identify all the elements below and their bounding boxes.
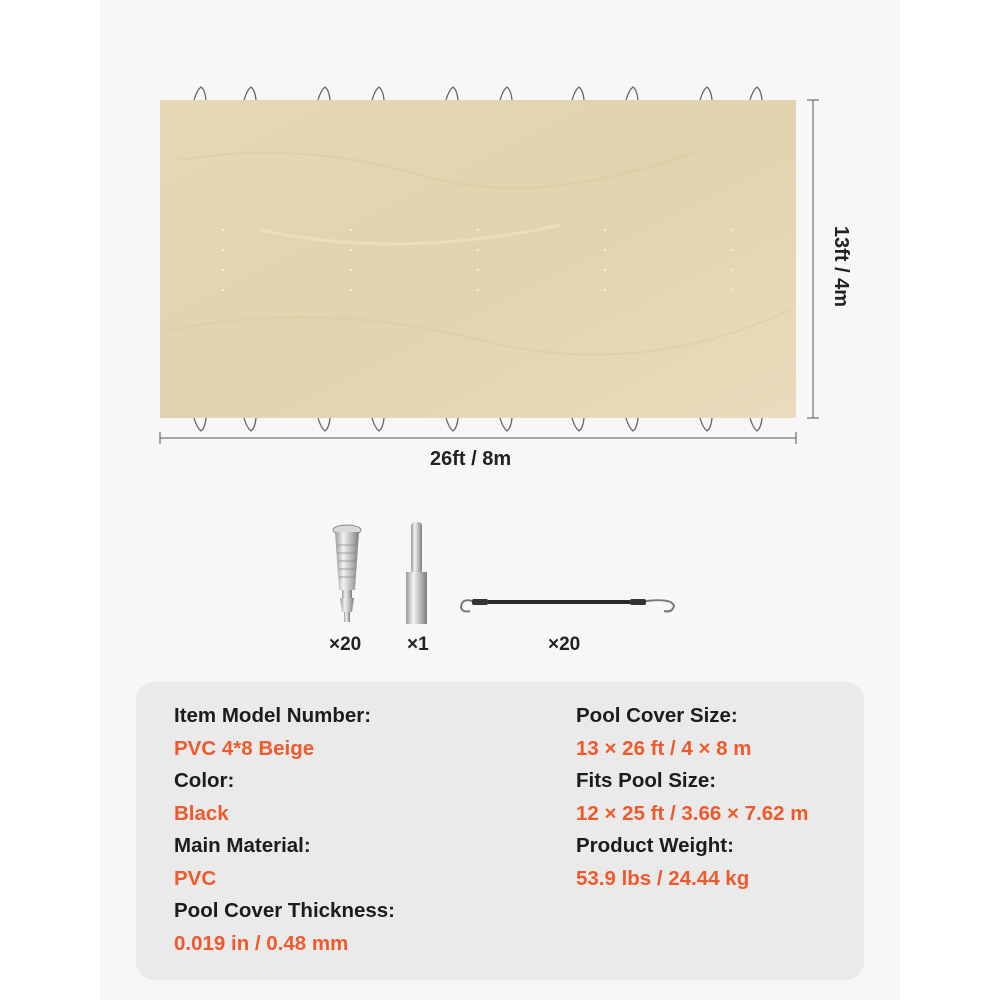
spec-label: Pool Cover Size: — [576, 704, 738, 727]
spec-card — [136, 682, 864, 980]
tool-rod-quantity: ×1 — [407, 634, 429, 655]
top-straps — [194, 87, 762, 100]
spec-value: PVC — [174, 866, 217, 890]
spec-label: Fits Pool Size: — [576, 769, 717, 792]
spec-value: PVC 4*8 Beige — [174, 736, 315, 760]
spec-value: 53.9 lbs / 24.44 kg — [576, 866, 750, 890]
spec-value: 0.019 in / 0.48 mm — [174, 931, 349, 955]
spec-column-left — [174, 700, 395, 960]
stake-icon — [333, 525, 361, 622]
spec-column-right — [576, 700, 809, 895]
spec-value: 12 × 25 ft / 3.66 × 7.62 m — [576, 801, 809, 825]
spec-label: Main Material: — [174, 834, 311, 857]
spec-value: 13 × 26 ft / 4 × 8 m — [576, 736, 752, 760]
spec-label: Item Model Number: — [174, 704, 372, 727]
height-dimension-line — [807, 100, 819, 418]
pool-cover — [160, 100, 796, 418]
bottom-straps — [194, 418, 762, 431]
spec-label: Color: — [174, 769, 235, 792]
width-dimension-label: 26ft / 8m — [430, 448, 512, 470]
tool-rod-icon — [406, 522, 427, 624]
width-dimension-line — [160, 432, 796, 444]
stake-quantity: ×20 — [329, 634, 362, 655]
spec-value: Black — [174, 801, 229, 825]
height-dimension-label: 13ft / 4m — [830, 225, 853, 308]
bungee-cord-icon — [461, 599, 674, 612]
spec-label: Pool Cover Thickness: — [174, 899, 396, 922]
bungee-cord-quantity: ×20 — [548, 634, 581, 655]
spec-label: Product Weight: — [576, 834, 734, 857]
